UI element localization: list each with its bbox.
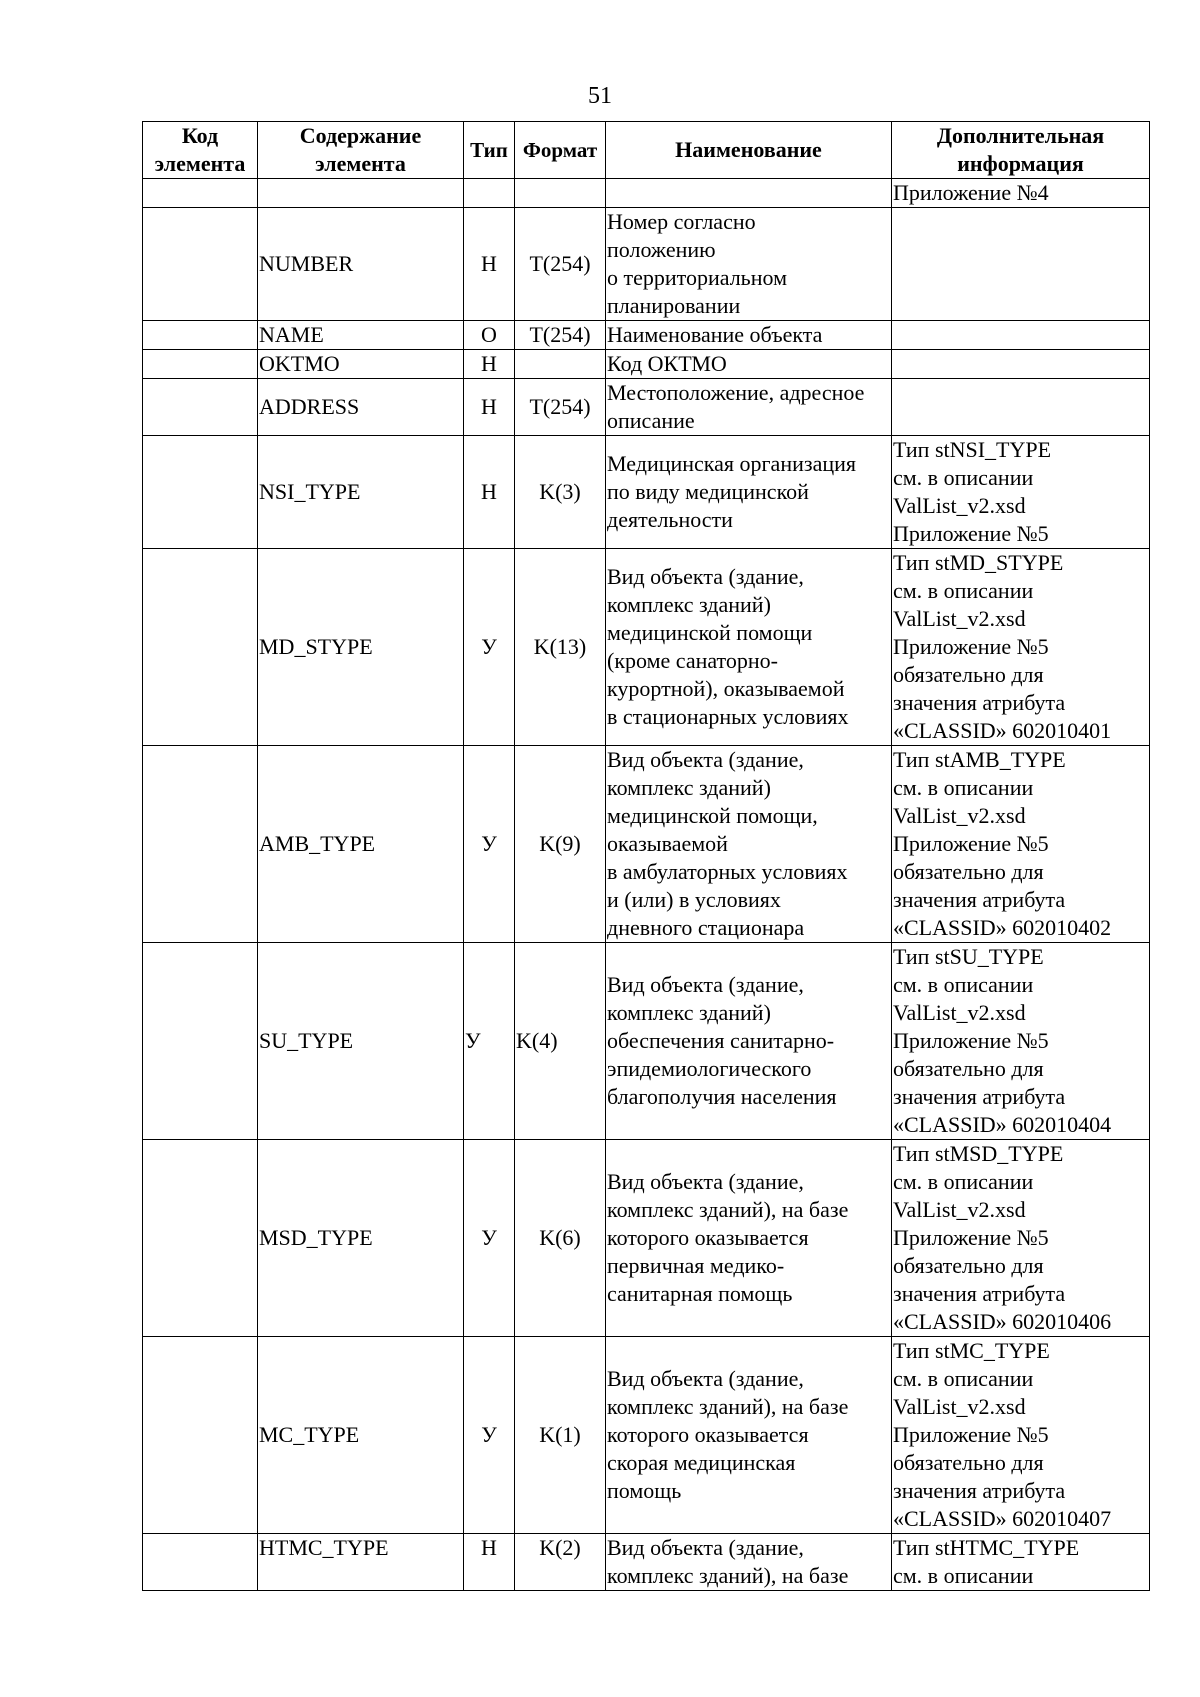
- cell-code: [143, 1337, 258, 1534]
- cell-name: Вид объекта (здание, комплекс зданий), на базе: [606, 1534, 892, 1591]
- cell-format: T(254): [515, 321, 606, 350]
- page-number: 51: [588, 83, 612, 109]
- cell-type: У: [464, 1140, 515, 1337]
- cell-format: [515, 179, 606, 208]
- cell-name: Вид объекта (здание, комплекс зданий) обеспечения санитарно- эпидемиологического благополучия населения: [606, 943, 892, 1140]
- cell-name: Медицинская организация по виду медицинской деятельности: [606, 436, 892, 549]
- cell-code: [143, 549, 258, 746]
- cell-name: Вид объекта (здание, комплекс зданий), на базе которого оказывается первичная медико- санитарная помощь: [606, 1140, 892, 1337]
- cell-name: Наименование объекта: [606, 321, 892, 350]
- cell-name: Местоположение, адресное описание: [606, 379, 892, 436]
- cell-code: [143, 208, 258, 321]
- cell-name: [606, 179, 892, 208]
- table-row: [143, 379, 1150, 436]
- cell-code: [143, 1534, 258, 1591]
- cell-format: T(254): [515, 379, 606, 436]
- cell-element: NSI_TYPE: [258, 436, 464, 549]
- cell-element: MC_TYPE: [258, 1337, 464, 1534]
- cell-type: О: [464, 321, 515, 350]
- cell-code: [143, 379, 258, 436]
- header-format: Формат: [515, 122, 606, 179]
- table-row: [143, 436, 1150, 549]
- cell-type: Н: [464, 1534, 515, 1591]
- cell-format: [515, 350, 606, 379]
- cell-format: K(1): [515, 1337, 606, 1534]
- cell-code: [143, 436, 258, 549]
- table-row: [143, 1534, 1150, 1591]
- cell-code: [143, 321, 258, 350]
- header-type: Тип: [464, 122, 515, 179]
- cell-element: [258, 179, 464, 208]
- cell-info: [892, 350, 1150, 379]
- cell-info: Тип stMD_STYPE см. в описании ValList_v2.xsd Приложение №5 обязательно для значения атрибута «CLASSID» 602010401: [892, 549, 1150, 746]
- table-row: [143, 350, 1150, 379]
- cell-format: T(254): [515, 208, 606, 321]
- header-name: Наименование: [606, 122, 892, 179]
- header-content: Содержание элемента: [258, 122, 464, 179]
- table-row: [143, 943, 1150, 1140]
- cell-element: OKTMO: [258, 350, 464, 379]
- cell-code: [143, 350, 258, 379]
- header-code: Код элемента: [143, 122, 258, 179]
- cell-info: Тип stHTMC_TYPE см. в описании: [892, 1534, 1150, 1591]
- table-header-row: [143, 122, 1150, 179]
- cell-info: [892, 321, 1150, 350]
- cell-format: K(6): [515, 1140, 606, 1337]
- cell-format: K(2): [515, 1534, 606, 1591]
- cell-info: [892, 208, 1150, 321]
- cell-info: Тип stSU_TYPE см. в описании ValList_v2.xsd Приложение №5 обязательно для значения атрибута «CLASSID» 602010404: [892, 943, 1150, 1140]
- cell-code: [143, 1140, 258, 1337]
- spec-table: [142, 121, 1150, 1591]
- cell-info: [892, 379, 1150, 436]
- cell-info: Тип stMSD_TYPE см. в описании ValList_v2.xsd Приложение №5 обязательно для значения атрибута «CLASSID» 602010406: [892, 1140, 1150, 1337]
- cell-type: [464, 179, 515, 208]
- cell-name: Вид объекта (здание, комплекс зданий), на базе которого оказывается скорая медицинская помощь: [606, 1337, 892, 1534]
- table-row: [143, 746, 1150, 943]
- cell-type: У: [464, 746, 515, 943]
- cell-info: Приложение №4: [892, 179, 1150, 208]
- cell-element: NUMBER: [258, 208, 464, 321]
- cell-info: Тип stMC_TYPE см. в описании ValList_v2.xsd Приложение №5 обязательно для значения атрибута «CLASSID» 602010407: [892, 1337, 1150, 1534]
- table-row: [143, 179, 1150, 208]
- cell-name: Вид объекта (здание, комплекс зданий) медицинской помощи, оказываемой в амбулаторных условиях и (или) в условиях дневного стационара: [606, 746, 892, 943]
- cell-info: Тип stNSI_TYPE см. в описании ValList_v2.xsd Приложение №5: [892, 436, 1150, 549]
- cell-format: K(13): [515, 549, 606, 746]
- cell-code: [143, 179, 258, 208]
- cell-format: K(4): [515, 943, 606, 1140]
- cell-name: Номер согласно положению о территориальном планировании: [606, 208, 892, 321]
- cell-type: Н: [464, 208, 515, 321]
- cell-format: K(9): [515, 746, 606, 943]
- cell-type: У: [464, 549, 515, 746]
- header-info: Дополнительная информация: [892, 122, 1150, 179]
- cell-element: AMB_TYPE: [258, 746, 464, 943]
- cell-element: SU_TYPE: [258, 943, 464, 1140]
- table-row: [143, 208, 1150, 321]
- table-row: [143, 1337, 1150, 1534]
- cell-type: У: [464, 943, 515, 1140]
- cell-element: ADDRESS: [258, 379, 464, 436]
- cell-type: Н: [464, 436, 515, 549]
- cell-element: MSD_TYPE: [258, 1140, 464, 1337]
- cell-name: Код ОКТМО: [606, 350, 892, 379]
- cell-code: [143, 746, 258, 943]
- cell-element: MD_STYPE: [258, 549, 464, 746]
- cell-type: Н: [464, 350, 515, 379]
- table-row: [143, 1140, 1150, 1337]
- cell-type: У: [464, 1337, 515, 1534]
- table-row: [143, 321, 1150, 350]
- cell-element: NAME: [258, 321, 464, 350]
- cell-code: [143, 943, 258, 1140]
- cell-type: Н: [464, 379, 515, 436]
- cell-name: Вид объекта (здание, комплекс зданий) медицинской помощи (кроме санаторно- курортной), оказываемой в стационарных условиях: [606, 549, 892, 746]
- cell-element: HTMC_TYPE: [258, 1534, 464, 1591]
- cell-info: Тип stAMB_TYPE см. в описании ValList_v2.xsd Приложение №5 обязательно для значения атрибута «CLASSID» 602010402: [892, 746, 1150, 943]
- table-row: [143, 549, 1150, 746]
- cell-format: K(3): [515, 436, 606, 549]
